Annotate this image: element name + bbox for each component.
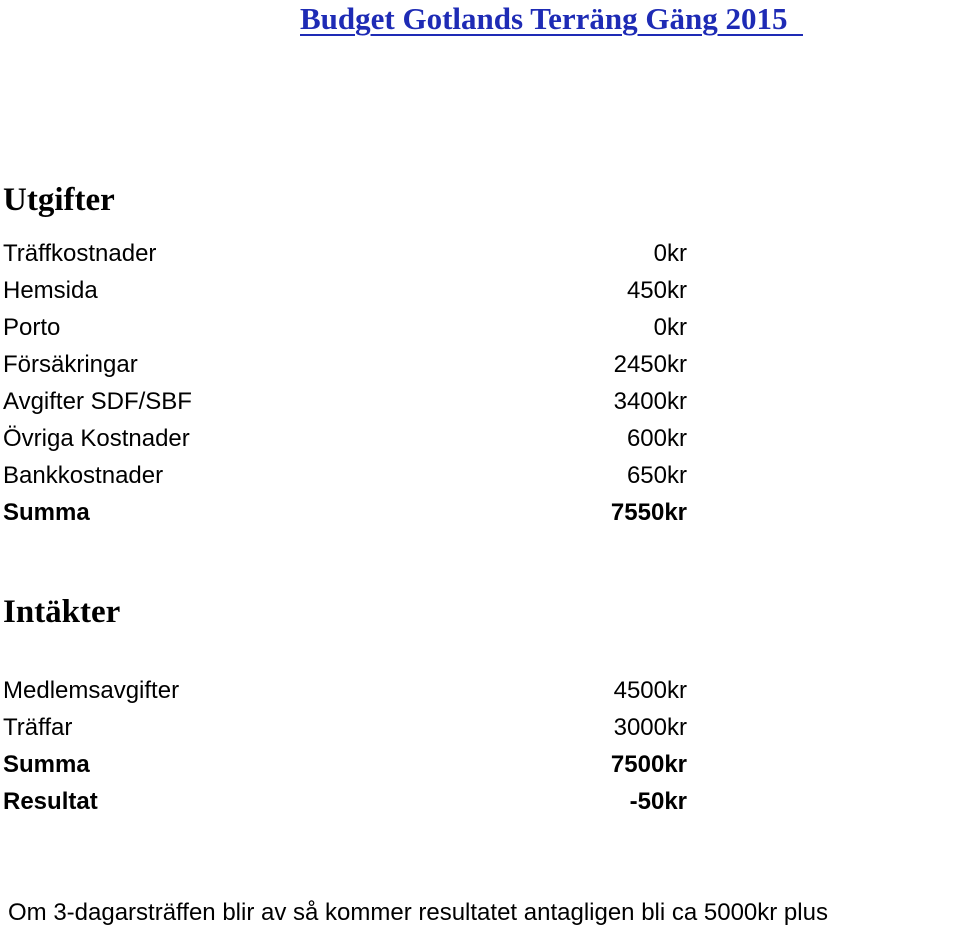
expense-total-label: Summa xyxy=(3,499,90,526)
expense-label: Försäkringar xyxy=(3,351,138,378)
expense-label: Bankkostnader xyxy=(3,462,164,489)
expense-total-value: 7550kr xyxy=(610,499,687,526)
expense-label: Avgifter SDF/SBF xyxy=(3,388,192,415)
income-label: Medlemsavgifter xyxy=(3,677,180,704)
income-total-label: Summa xyxy=(3,751,90,778)
expense-value: 0kr xyxy=(653,240,687,267)
expense-value: 600kr xyxy=(626,425,687,452)
document-title: Budget Gotlands Terräng Gäng 2015 xyxy=(300,1,803,36)
expense-label: Träffkostnader xyxy=(3,240,157,267)
expense-value: 0kr xyxy=(653,314,687,341)
expense-label: Övriga Kostnader xyxy=(3,425,190,452)
expense-value: 650kr xyxy=(626,462,687,489)
footnote: Om 3-dagarsträffen blir av så kommer resultatet antagligen bli ca 5000kr plus xyxy=(8,899,828,926)
income-heading: Intäkter xyxy=(3,594,121,630)
income-label: Träffar xyxy=(3,714,73,741)
expense-label: Hemsida xyxy=(3,277,98,304)
expense-value: 2450kr xyxy=(613,351,687,378)
income-value: 3000kr xyxy=(613,714,687,741)
income-total-value: 7500kr xyxy=(610,751,687,778)
result-value: -50kr xyxy=(629,788,687,815)
income-value: 4500kr xyxy=(613,677,687,704)
expense-value: 3400kr xyxy=(613,388,687,415)
expense-label: Porto xyxy=(3,314,61,341)
expenses-heading: Utgifter xyxy=(3,182,115,218)
expense-value: 450kr xyxy=(626,277,687,304)
result-label: Resultat xyxy=(3,788,98,815)
